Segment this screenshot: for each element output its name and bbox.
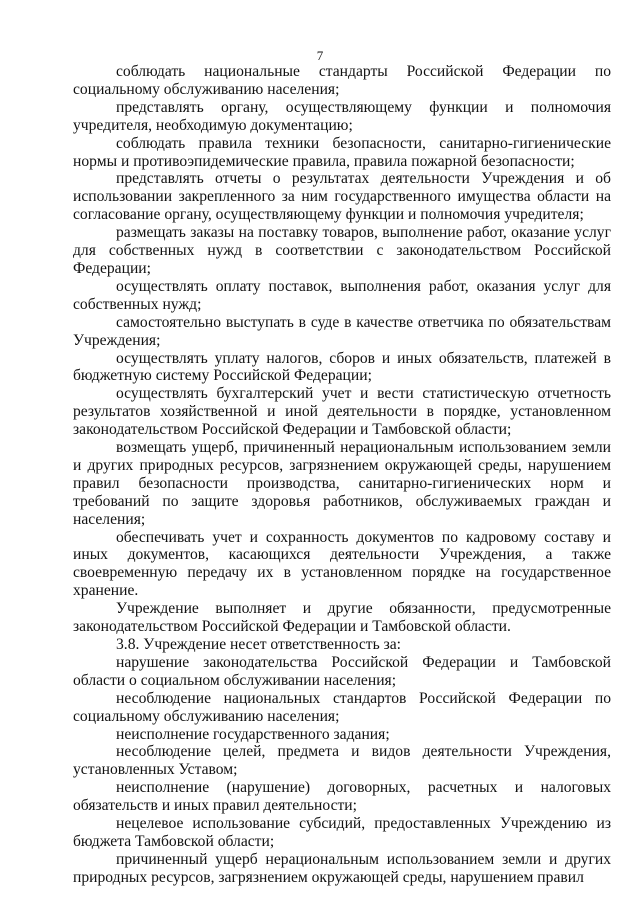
- paragraph-15: несоблюдение национальных стандартов Российской Федерации по социальному обслуживанию населения;: [73, 689, 611, 725]
- paragraph-14: нарушение законодательства Российской Федерации и Тамбовской области о социальном обслуживании населения;: [73, 653, 611, 689]
- paragraph-5: размещать заказы на поставку товаров, выполнение работ, оказание услуг для собственных нужд в соответствии с законодательством Российской Федерации;: [73, 224, 611, 277]
- paragraph-3: соблюдать правила техники безопасности, санитарно-гигиенические нормы и противоэпидемические правила, правила пожарной безопасности;: [73, 134, 611, 170]
- paragraph-17: несоблюдение целей, предмета и видов деятельности Учреждения, установленных Уставом;: [73, 743, 611, 779]
- paragraph-11: обеспечивать учет и сохранность документов по кадровому составу и иных документов, касающихся деятельности Учреждения, а также своевременную передачу их в установленном порядке на государственное хранение.: [73, 528, 611, 600]
- paragraph-2: представлять органу, осуществляющему функции и полномочия учредителя, необходимую документацию;: [73, 98, 611, 134]
- paragraph-6: осуществлять оплату поставок, выполнения работ, оказания услуг для собственных нужд;: [73, 277, 611, 313]
- paragraph-18: неисполнение (нарушение) договорных, расчетных и налоговых обязательств и иных правил деятельности;: [73, 779, 611, 815]
- paragraph-12: Учреждение выполняет и другие обязанности, предусмотренные законодательством Российской Федерации и Тамбовской области.: [73, 600, 611, 636]
- paragraph-16: неисполнение государственного задания;: [116, 725, 390, 743]
- paragraph-8: осуществлять уплату налогов, сборов и иных обязательств, платежей в бюджетную систему Российской Федерации;: [73, 349, 611, 385]
- paragraph-19: нецелевое использование субсидий, предоставленных Учреждению из бюджета Тамбовской области;: [73, 815, 611, 850]
- section-heading-3-8: 3.8. Учреждение несет ответственность за:: [116, 636, 401, 653]
- paragraph-4: представлять отчеты о результатах деятельности Учреждения и об использовании закрепленного за ним государственного имущества области на согласование органу, осуществляющему функции и полномочия учредителя;: [73, 170, 611, 224]
- paragraph-20: причиненный ущерб нерациональным использованием земли и других природных ресурсов, загрязнением окружающей среды, нарушением правил: [73, 850, 611, 886]
- page-number: 7: [316, 48, 324, 63]
- paragraph-10: возмещать ущерб, причиненный нерациональным использованием земли и других природных ресурсов, загрязнением окружающей среды, нарушением правил безопасности производства, санитарно-гигиенических норм и требований по защите здоровья работников, обслуживаемых граждан и населения;: [73, 439, 611, 528]
- document-body: [73, 63, 611, 887]
- paragraph-7: самостоятельно выступать в суде в качестве ответчика по обязательствам Учреждения;: [73, 313, 611, 349]
- paragraph-9: осуществлять бухгалтерский учет и вести статистическую отчетность результатов хозяйственной и иной деятельности в порядке, установленном законодательством Российской Федерации и Тамбовской области;: [73, 385, 611, 439]
- paragraph-1: соблюдать национальные стандарты Российской Федерации по социальному обслуживанию населения;: [73, 63, 611, 98]
